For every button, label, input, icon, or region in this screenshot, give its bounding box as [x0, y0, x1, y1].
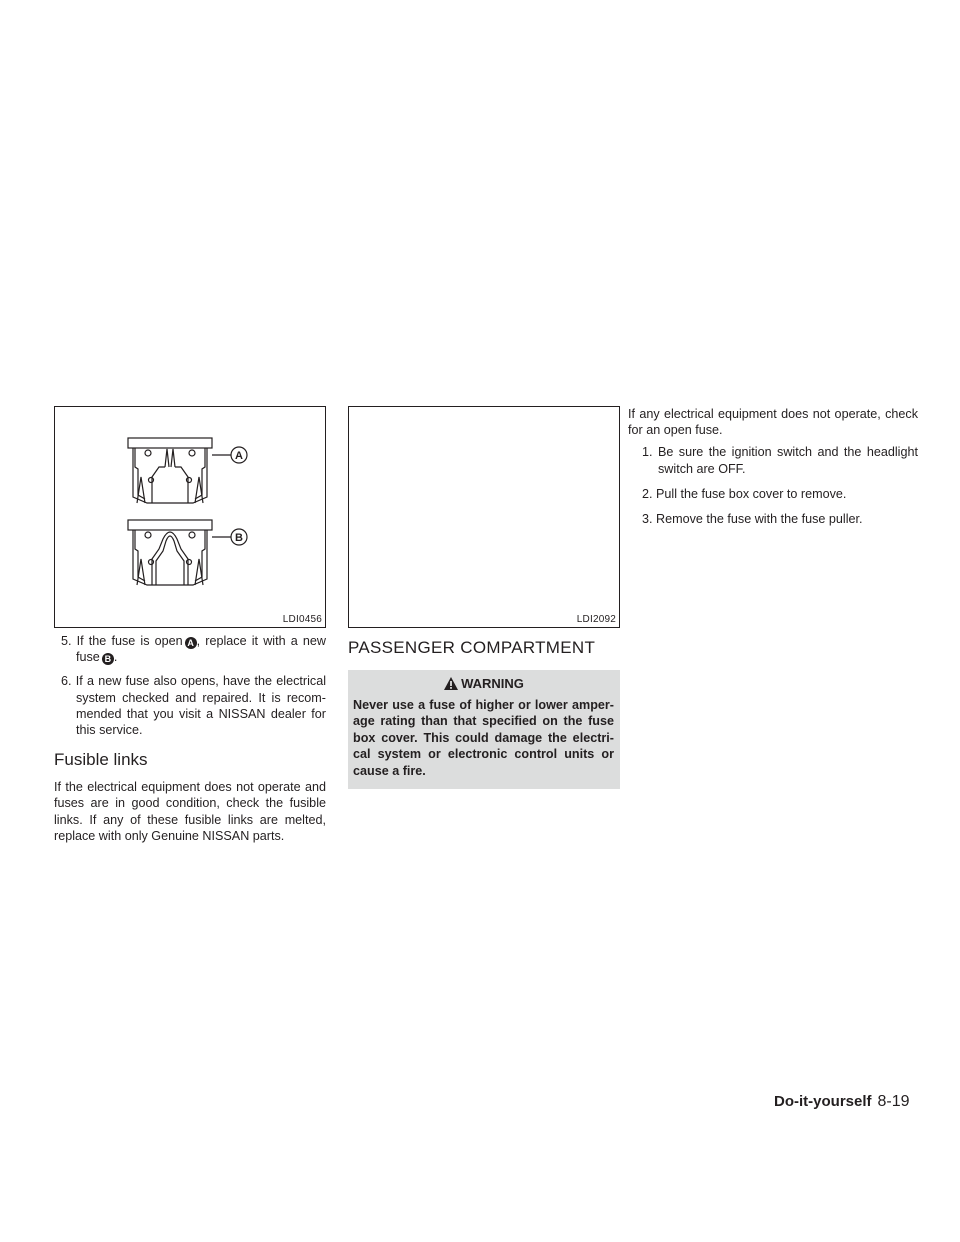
list-item-5: 5. If the fuse is open A , replace it with a new fuse B . — [61, 634, 326, 665]
fuse-figure — [54, 406, 326, 628]
label-a: A — [235, 450, 243, 462]
middle-column — [348, 406, 620, 789]
section-heading: PASSENGER COMPARTMENT — [348, 638, 596, 657]
page-footer — [774, 1093, 910, 1111]
left-column — [54, 406, 326, 844]
fuse-illustration-icon — [55, 407, 325, 627]
fusible-links-heading: Fusible links — [54, 750, 148, 770]
figure-code: LDI0456 — [282, 614, 322, 625]
right-column — [628, 406, 918, 527]
label-b: B — [235, 532, 243, 544]
intro-text: If any electrical equipment does not operate, check for an open fuse. — [628, 407, 918, 438]
figure-code: LDI2092 — [576, 614, 616, 625]
chapter-title: Do-it-yourself — [774, 1093, 872, 1110]
warning-text: Never use a fuse of higher or lower amper- age rating than that specified on the fuse box cover. This could damage the electri- cal system or electronic control units or cause a fire. — [353, 698, 614, 778]
warning-box — [348, 670, 620, 789]
marker-a-icon: A — [185, 637, 197, 649]
fuse-box-figure — [348, 406, 620, 628]
warning-triangle-icon — [443, 676, 459, 691]
fusible-links-body: If the electrical equipment does not operate and fuses are in good condition, check the fusible links. If any of these fusible links are melted, replace with only Genuine NISSAN parts. — [54, 780, 326, 843]
warning-header: WARNING — [353, 676, 614, 691]
step-item: 1. Be sure the ignition switch and the headlight switch are OFF. — [642, 445, 918, 476]
step-item: 3. Remove the fuse with the fuse puller. — [642, 512, 863, 527]
list-item-6: 6. If a new fuse also opens, have the electrical system checked and repaired. It is recom- mended that you visit a NISSAN dealer for this service. — [61, 674, 326, 738]
page-number: 8-19 — [877, 1093, 910, 1110]
marker-b-icon: B — [102, 653, 114, 665]
step-item: 2. Pull the fuse box cover to remove. — [642, 486, 847, 501]
